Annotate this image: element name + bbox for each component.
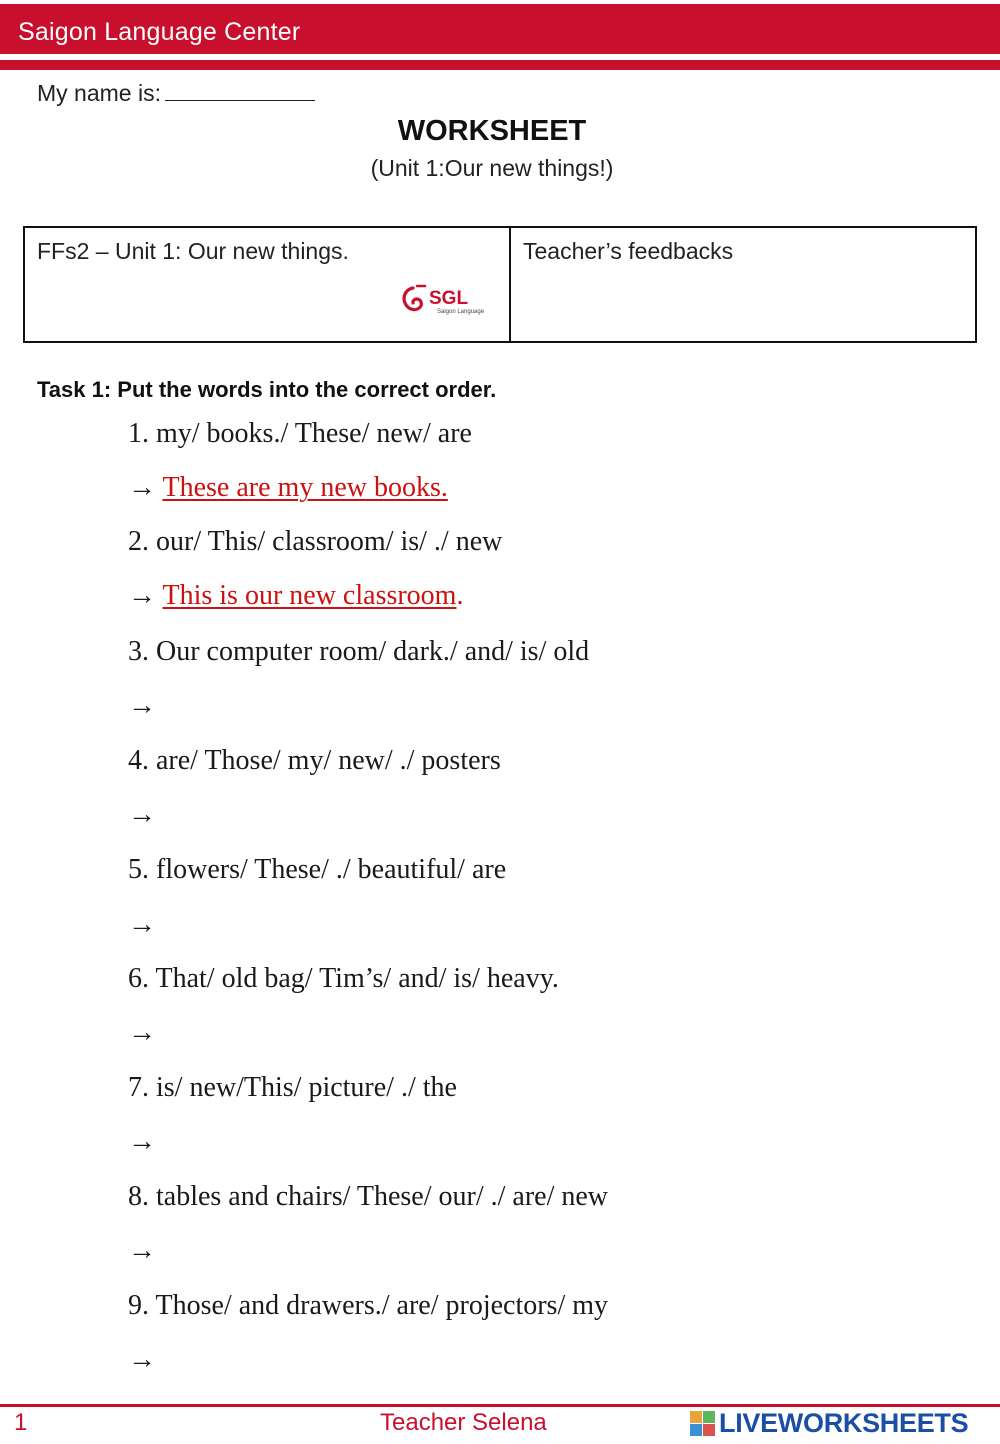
arrow-icon: → [128,1344,156,1375]
header-band [0,4,1000,54]
answer-text[interactable]: This is our new classroom [162,580,457,611]
sgl-logo [399,280,499,320]
page-number: 1 [14,1409,28,1436]
item-prompt: 4. are/ Those/ my/ new/ ./ posters [128,745,501,776]
arrow-icon: → [128,1235,156,1266]
item-answer-row[interactable] [128,1344,156,1376]
item-prompt: 9. Those/ and drawers./ are/ projectors/ my [128,1290,609,1321]
item-prompt: 5. flowers/ These/ ./ beautiful/ are [128,854,507,885]
feedback-cell [511,228,975,341]
sgl-logo-text: SGL [429,288,469,309]
arrow-icon: → [128,580,156,611]
item-answer-row[interactable] [128,799,156,831]
info-table [23,226,977,343]
center-name: Saigon Language Center [18,18,301,46]
arrow-icon: → [128,909,156,940]
worksheet-subtitle: (Unit 1:Our new things!) [370,155,614,181]
answer-text[interactable]: These are my new books. [162,472,448,503]
item-answer-row[interactable] [128,690,156,722]
sgl-logo-subtext: Saigon Language [437,309,485,315]
item-prompt: 3. Our computer room/ dark./ and/ is/ old [128,636,590,667]
task-title: Task 1: Put the words into the correct order. [37,377,497,402]
item-prompt: 1. my/ books./ These/ new/ are [128,418,472,449]
worksheet-title: WORKSHEET [397,115,587,147]
teacher-name: Teacher Selena [380,1409,547,1436]
liveworksheets-text: LIVEWORKSHEETS [719,1407,969,1438]
name-blank[interactable] [165,80,315,101]
unit-text: FFs2 – Unit 1: Our new things. [37,238,349,264]
answer-trailing: . [456,580,464,611]
item-answer-row[interactable] [128,909,156,941]
liveworksheets-icon [690,1411,715,1436]
item-prompt: 7. is/ new/This/ picture/ ./ the [128,1072,457,1103]
item-answer-row[interactable] [128,1235,156,1267]
item-answer-row [128,580,463,612]
item-answer-row[interactable] [128,1126,156,1158]
item-prompt: 6. That/ old bag/ Tim’s/ and/ is/ heavy. [128,963,559,994]
item-prompt: 2. our/ This/ classroom/ is/ ./ new [128,526,503,557]
feedback-label: Teacher’s feedbacks [523,238,734,264]
arrow-icon: → [128,1017,156,1048]
unit-cell [25,228,511,341]
arrow-icon: → [128,799,156,830]
name-row [37,80,315,107]
item-prompt: 8. tables and chairs/ These/ our/ ./ are/ new [128,1181,608,1212]
item-answer-row [128,472,448,504]
item-answer-row[interactable] [128,1017,156,1049]
arrow-icon: → [128,690,156,721]
liveworksheets-logo[interactable] [690,1406,990,1440]
name-label: My name is: [37,80,161,106]
arrow-icon: → [128,1126,156,1157]
arrow-icon: → [128,472,156,503]
header-rule [0,60,1000,70]
